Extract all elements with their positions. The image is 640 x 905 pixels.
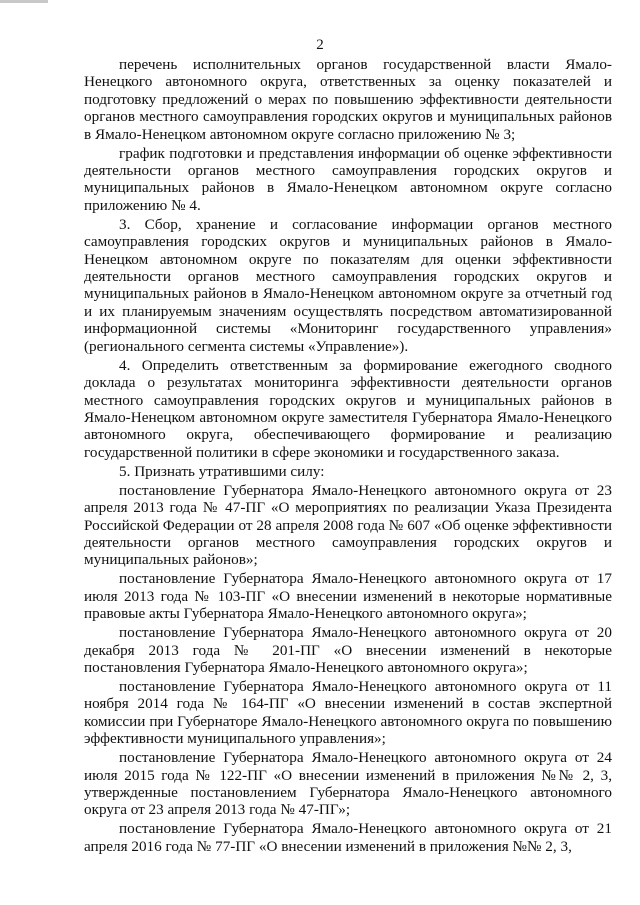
document-body <box>84 56 612 857</box>
page-number: 2 <box>316 37 324 53</box>
paragraph-schedule: график подготовки и представления информации об оценке эффективности деятельности органов местного самоуправления городских округов и муниципальных районов в Ямало-Ненецком автономном округе согласно приложению № 4. <box>84 144 612 214</box>
paragraph-item-3: 3. Сбор, хранение и согласование информации органов местного самоуправления городских округов и муниципальных районов в Ямало-Ненецком автономном округе по показателям для оценки эффективности деятельности органов местного самоуправления городских округов и муниципальных районов в Ямало-Ненецком автономном округе за отчетный год и их планируемым значениям осуществлять посредством автоматизированной информационной системы «Мониторинг государственного управления» (регионального сегмента системы «Управление»). <box>84 215 612 355</box>
repealed-act-201-pg: постановление Губернатора Ямало-Ненецкого автономного округа от 20 декабря 2013 года № 201-ПГ «О внесении изменений в некоторые постановления Губернатора Ямало-Ненецкого автономного округа»; <box>84 624 612 676</box>
paragraph-item-4: 4. Определить ответственным за формирование ежегодного сводного доклада о результатах мониторинга эффективности деятельности органов местного самоуправления городских округов и муниципальных районов в Ямало-Ненецком автономном округе заместителя Губернатора Ямало-Ненецкого автономного округа, обеспечивающего формирование и реализацию государственной политики в сфере экономики и государственного заказа. <box>84 356 612 461</box>
scan-corner-mark <box>0 0 48 3</box>
repealed-act-122-pg: постановление Губернатора Ямало-Ненецкого автономного округа от 24 июля 2015 года № 122-ПГ «О внесении изменений в приложения №№ 2, 3, утвержденные постановлением Губернатора Ямало-Ненецкого автономного округа от 23 апреля 2013 года № 47-ПГ»; <box>84 749 612 819</box>
paragraph-item-5: 5. Признать утратившими силу: <box>119 462 325 480</box>
repealed-act-47-pg: постановление Губернатора Ямало-Ненецкого автономного округа от 23 апреля 2013 года № 47-ПГ «О мероприятиях по реализации Указа Президента Российской Федерации от 28 апреля 2008 года № 607 «Об оценке эффективности деятельности органов местного самоуправления городских округов и муниципальных районов»; <box>84 481 612 569</box>
repealed-act-77-pg: постановление Губернатора Ямало-Ненецкого автономного округа от 21 апреля 2016 года № 77-ПГ «О внесении изменений в приложения №№ 2, 3, <box>84 820 612 855</box>
repealed-act-164-pg: постановление Губернатора Ямало-Ненецкого автономного округа от 11 ноября 2014 года № 164-ПГ «О внесении изменений в состав экспертной комиссии при Губернаторе Ямало-Ненецкого автономного округа по повышению эффективности муниципального управления»; <box>84 677 612 748</box>
repealed-act-103-pg: постановление Губернатора Ямало-Ненецкого автономного округа от 17 июля 2013 года № 103-ПГ «О внесении изменений в некоторые нормативные правовые акты Губернатора Ямало-Ненецкого автономного округа»; <box>84 570 612 623</box>
paragraph-executive-bodies-list: перечень исполнительных органов государственной власти Ямало-Ненецкого автономного округа, ответственных за оценку показателей и подготовку предложений о мерах по повышению эффективности деятельности органов местного самоуправления городских округов и муниципальных районов в Ямало-Ненецком автономном округе согласно приложению № 3; <box>84 56 612 143</box>
